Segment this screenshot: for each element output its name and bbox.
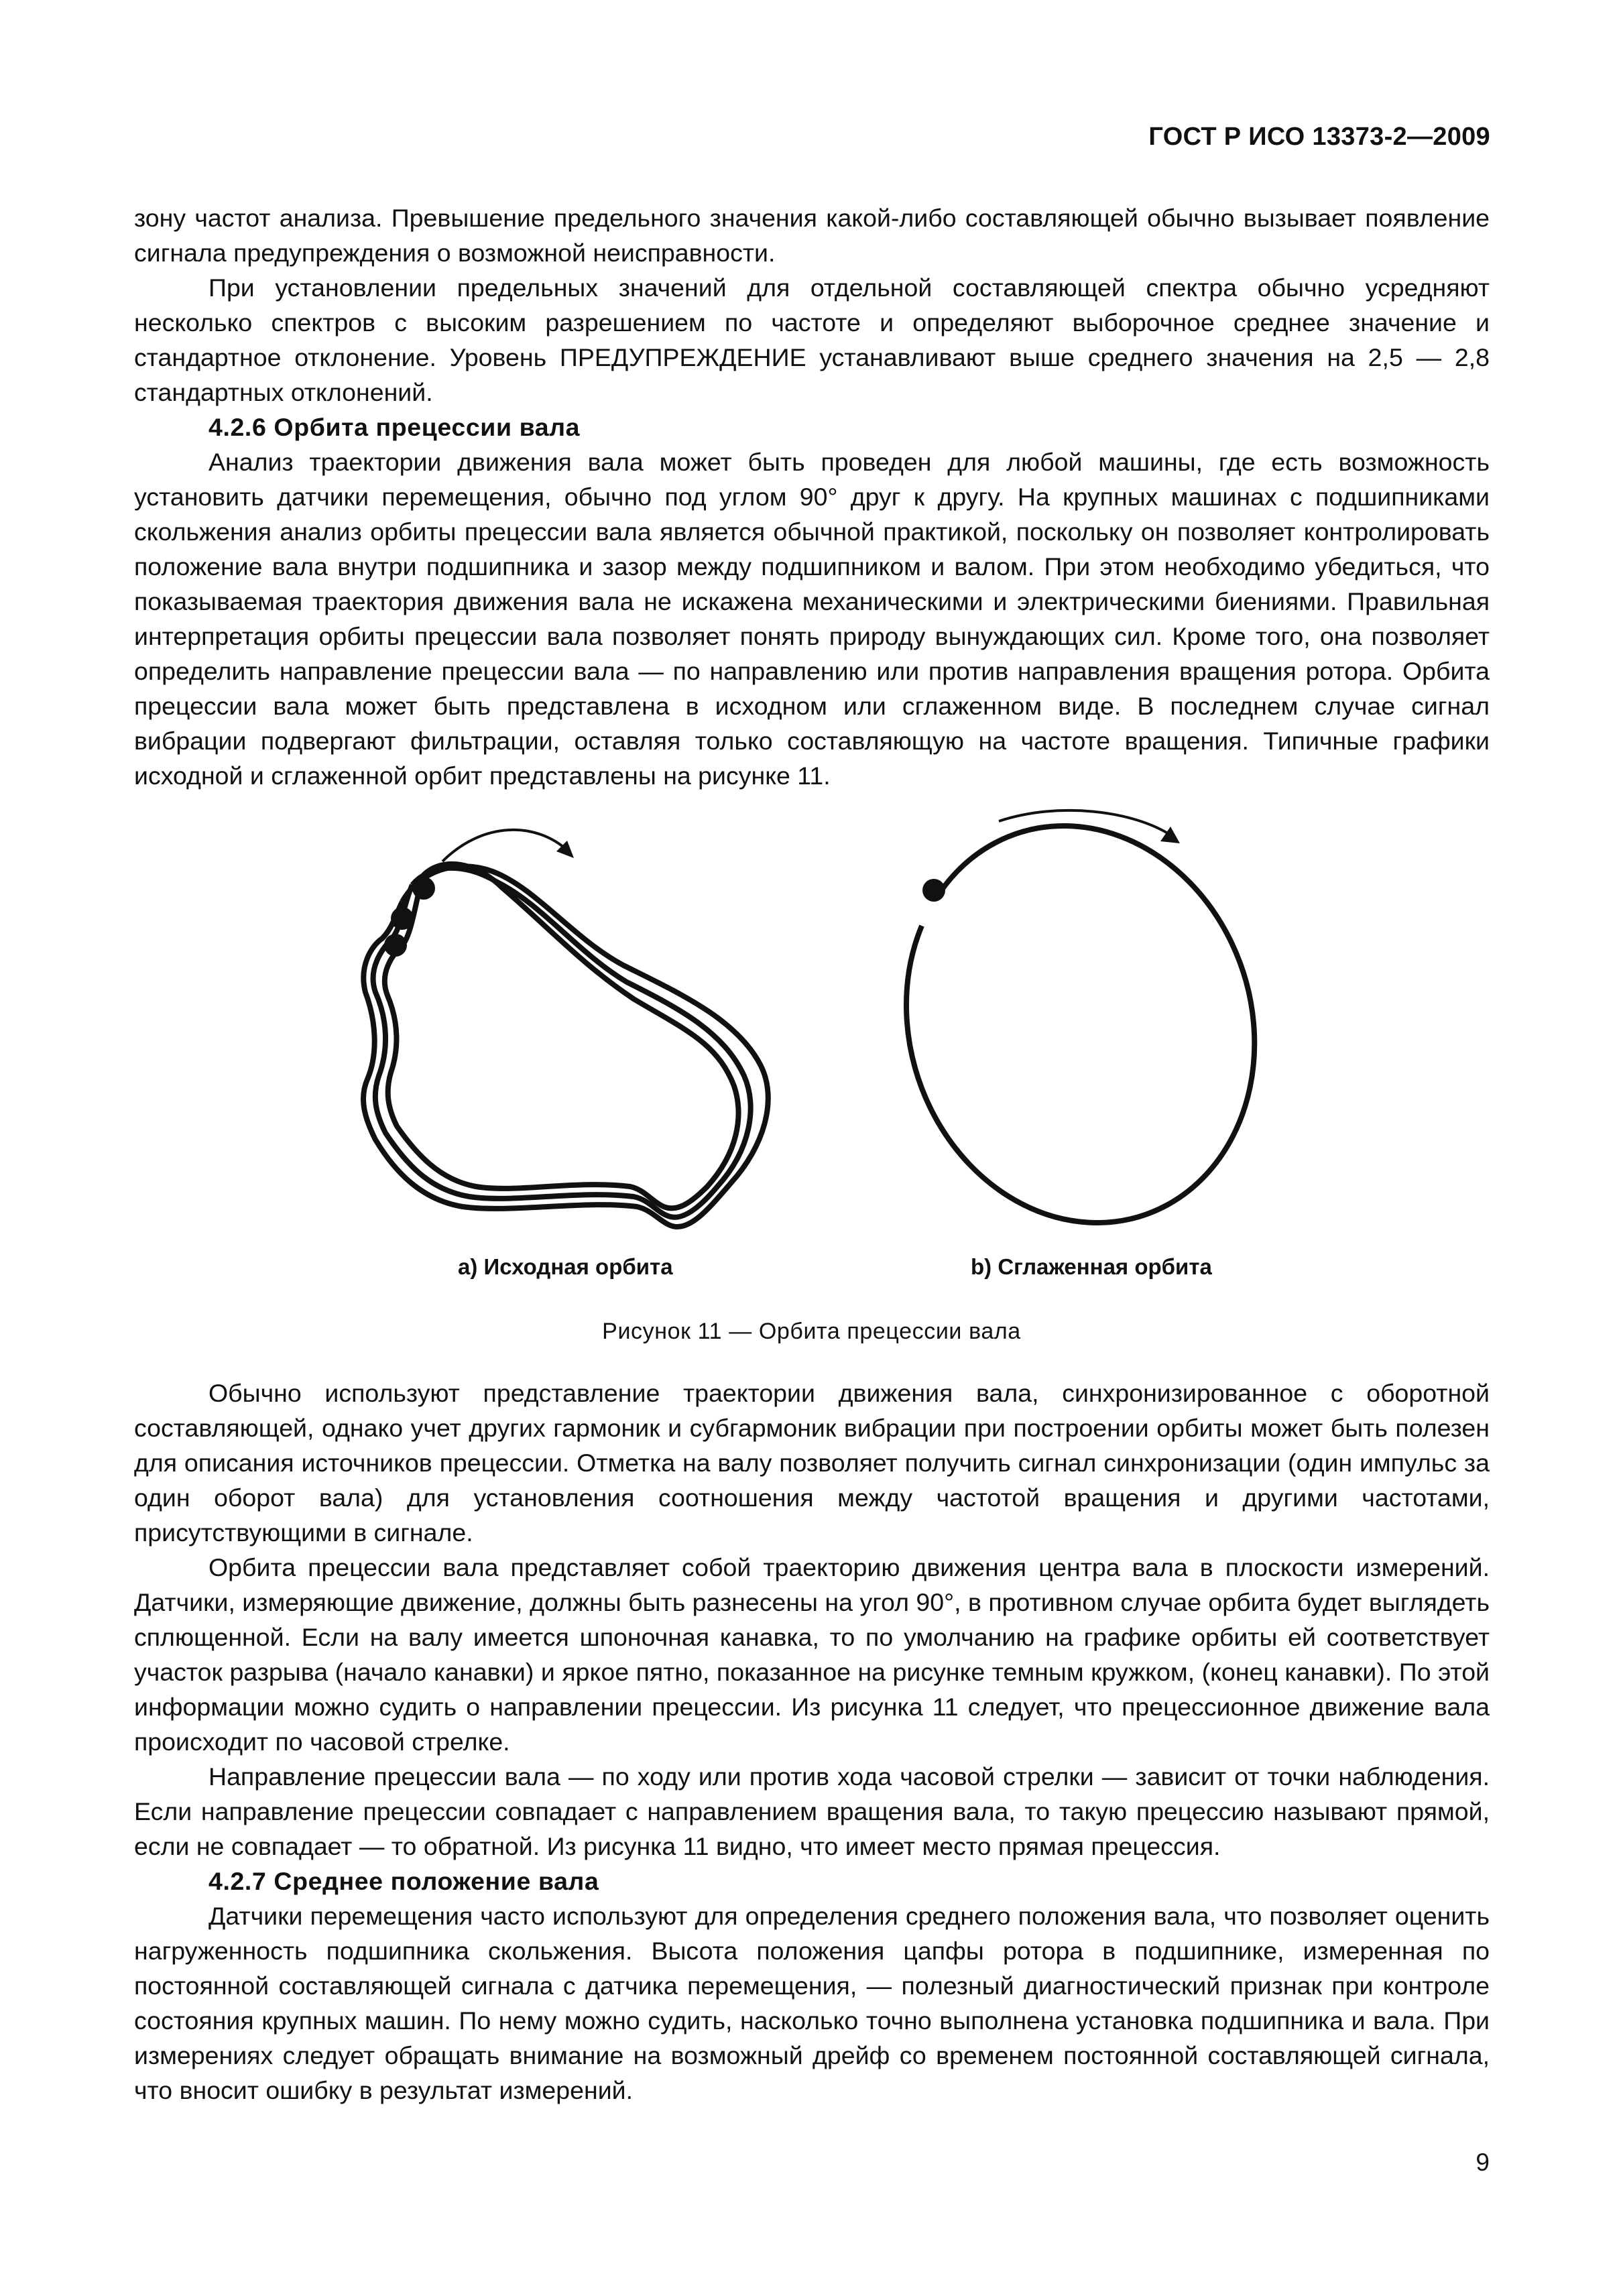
filtered-orbit-diagram bbox=[871, 791, 1314, 1247]
subcaption-filtered-orbit: b) Сглаженная орбита bbox=[971, 1254, 1212, 1279]
page-number: 9 bbox=[1476, 2149, 1490, 2176]
raw-orbit-direction-arrow bbox=[442, 830, 568, 861]
figure-caption: Рисунок 11 — Орбита прецессии вала bbox=[602, 1319, 1021, 1344]
paragraph-sync: Обычно используют представление траектории движения вала, синхронизированное с оборотной составляющей, однако учет других гармоник и субгармоник вибрации при построении орбиты может быть полезен для описания источников прецессии. Отметка на валу позволяет получить сигнал синхронизации (один импульс за один оборот вала) для установления соотношения между частотой вращения и другими частотами, присутствующими в сигнале. bbox=[134, 1379, 1490, 1547]
paragraph-orbit-analysis: Анализ траектории движения вала может быть проведен для любой машины, где есть возможность установить датчики перемещения, обычно под углом 90° друг к другу. На крупных машинах с подшипниками скольжения анализ орбиты прецессии вала является обычной практикой, поскольку он позволяет контролировать положение вала внутри подшипника и зазор между подшипником и валом. При этом необходимо убедиться, что показываемая траектория движения вала не искажена механическими и электрическими биениями. Правильная интерпретация орбиты прецессии вала позволяет понять природу вынуждающих сил. Кроме того, она позволяет определить направление прецессии вала — по направлению или против направления вращения ротора. Орбита прецессии вала может быть представлена в исходном или сглаженном виде. В последнем случае сигнал вибрации подвергают фильтрации, оставляя только составляющую на частоте вращения. Типичные графики исходной и сглаженной орбит представлены на рисунке 11. bbox=[134, 448, 1490, 790]
section-heading-orbit: 4.2.6 Орбита прецессии вала bbox=[208, 413, 581, 441]
raw-orbit-diagram bbox=[335, 791, 818, 1247]
filtered-orbit-arrowhead bbox=[1160, 827, 1180, 843]
paragraph-continuation: зону частот анализа. Превышение предельного значения какой-либо составляющей обычно вызывает появление сигнала предупреждения о возможной неисправности. bbox=[134, 204, 1490, 267]
paragraph-precession-direction: Направление прецессии вала — по ходу или против хода часовой стрелки — зависит от точки наблюдения. Если направление прецессии совпадает с направлением вращения вала, то такую прецессию называют прямой, если не совпадает — то обратной. Из рисунка 11 видно, что имеет место прямая прецессия. bbox=[134, 1762, 1490, 1860]
paragraph-warning-limits: При установлении предельных значений для отдельной составляющей спектра обычно усредняют несколько спектров с высоким разрешением по частоте и определяют выборочное среднее значение и стандартное отклонение. Уровень ПРЕДУПРЕЖДЕНИЕ устанавливают выше среднего значения на 2,5 — 2,8 стандартных отклонений. bbox=[134, 274, 1490, 406]
section-heading-mean-position: 4.2.7 Среднее положение вала bbox=[208, 1867, 599, 1895]
filtered-orbit-ellipse bbox=[906, 826, 1254, 1223]
raw-orbit-loop-3 bbox=[385, 864, 739, 1208]
keyphasor-dot-2 bbox=[391, 907, 414, 930]
figure-11 bbox=[0, 791, 1623, 1301]
keyphasor-dot-3 bbox=[384, 934, 407, 957]
paragraph-mean-position: Датчики перемещения часто используют для определения среднего положения вала, что позволяет оценить нагруженность подшипника скольжения. Высота положения цапфы ротора в подшипнике, измеренная по постоянной составляющей сигнала с датчика перемещения, — полезный диагностический признак при контроле состояния крупных машин. По нему можно судить, насколько точно выполнена установка подшипника и вала. При измерениях следует обращать внимание на возможный дрейф со временем постоянной составляющей сигнала, что вносит ошибку в результат измерений. bbox=[134, 1902, 1490, 2104]
section-continuation-4-2-7 bbox=[134, 1376, 1490, 2108]
subcaption-raw-orbit: а) Исходная орбита bbox=[458, 1254, 673, 1279]
paragraph-orbit-definition: Орбита прецессии вала представляет собой траекторию движения центра вала в плоскости измерений. Датчики, измеряющие движение, должны быть разнесены на угол 90°, в противном случае орбита будет выглядеть сплющенной. Если на валу имеется шпоночная канавка, то по умолчанию на графике орбиты ей соответствует участок разрыва (начало канавки) и яркое пятно, показанное на рисунке темным кружком, (конец канавки). По этой информации можно судить о направлении прецессии. Из рисунка 11 следует, что прецессионное движение вала происходит по часовой стрелке. bbox=[134, 1553, 1490, 1756]
keyphasor-dot-filtered bbox=[922, 879, 945, 902]
keyphasor-dot-1 bbox=[412, 877, 435, 900]
standard-header: ГОСТ Р ИСО 13373-2—2009 bbox=[1148, 123, 1490, 151]
section-4-2-6 bbox=[134, 200, 1490, 793]
